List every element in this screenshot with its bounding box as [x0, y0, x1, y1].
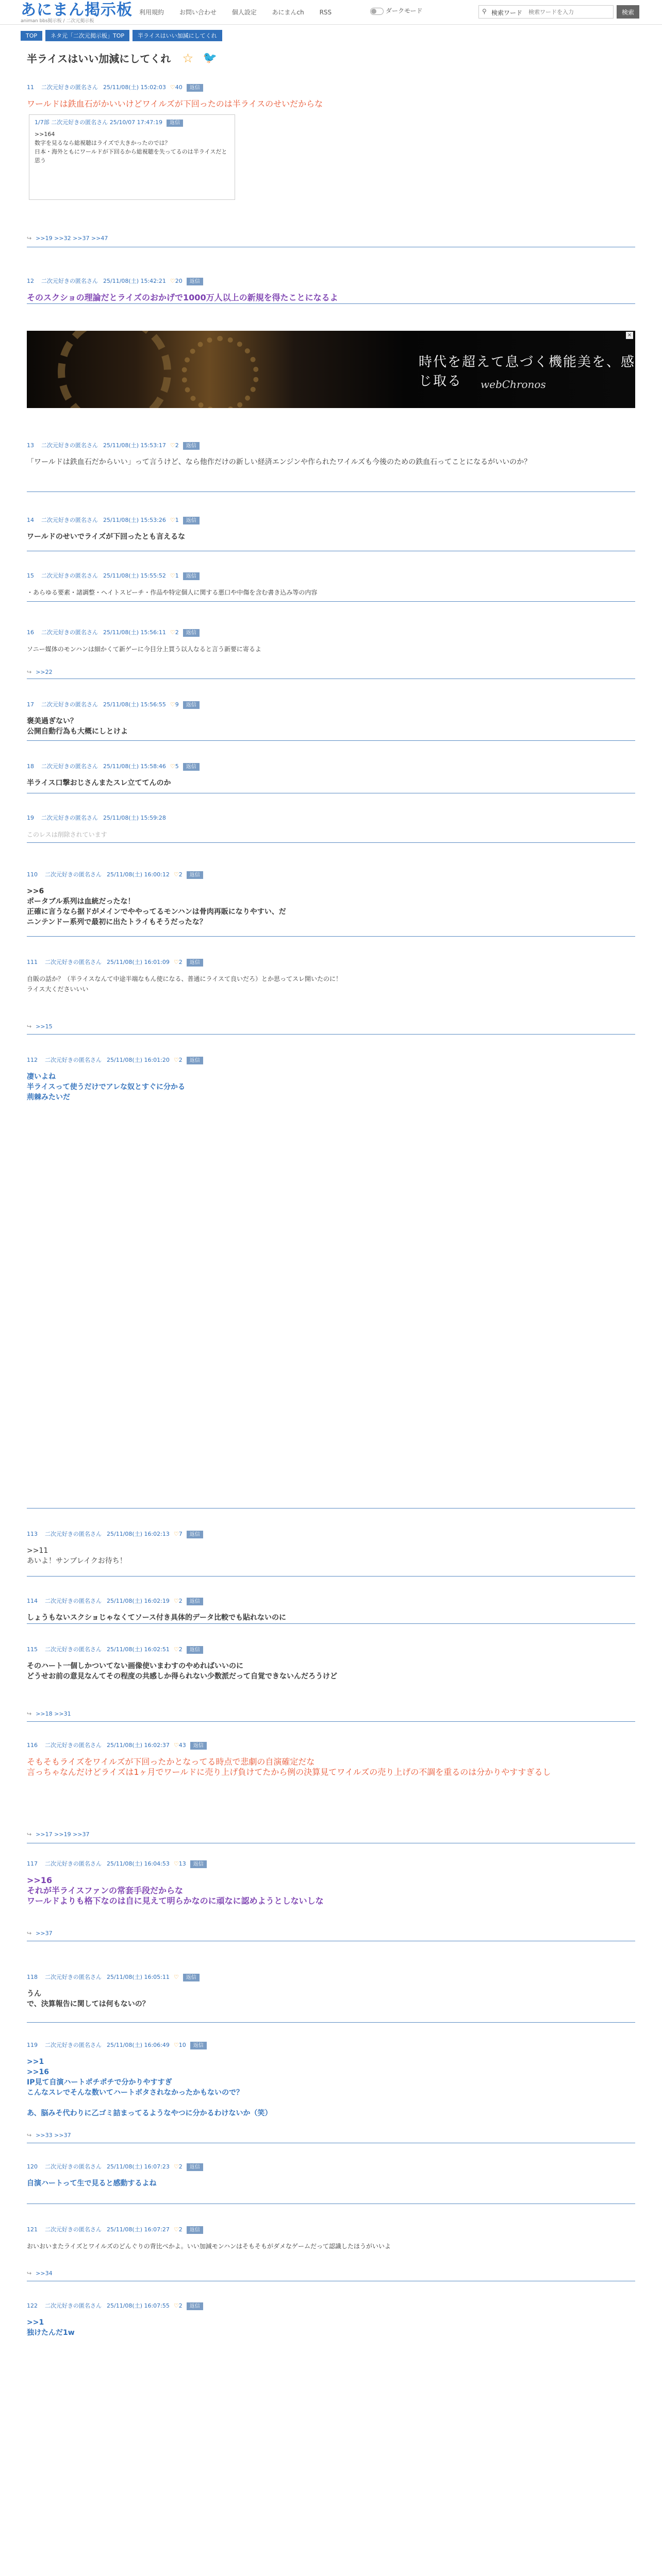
heart-icon[interactable]: ♡: [173, 2042, 179, 2048]
reply-button[interactable]: 返信: [187, 2163, 203, 2171]
nav-settings[interactable]: 個人設定: [231, 9, 257, 16]
reply-links[interactable]: >>22: [36, 669, 53, 675]
post-number[interactable]: 11: [27, 84, 34, 91]
post-number[interactable]: 113: [27, 1531, 38, 1537]
post-date: 25/11/08(土) 16:01:20: [107, 1057, 170, 1063]
post-date: 25/11/08(土) 16:02:37: [107, 1742, 170, 1749]
post-body: >>16 それが半ライスファンの常套手段だからな ワールドよりも格下なのは自に見えて明らかなのに頑なに認めようとしないしな: [27, 1875, 324, 1906]
post-replies: [27, 1023, 59, 1030]
post-date: 25/11/08(土) 16:01:09: [107, 959, 170, 965]
post-author: 二次元好きの匿名さん: [41, 701, 98, 708]
heart-count: 2: [178, 959, 183, 965]
heart-icon[interactable]: ♡: [170, 442, 175, 449]
ad-text: 時代を超えて息づく機能美を、感じ取る: [419, 354, 635, 389]
quote-reply-button[interactable]: 返信: [167, 120, 183, 127]
heart-icon[interactable]: ♡: [173, 1742, 179, 1749]
post: [27, 2162, 635, 2204]
post-meta: [27, 1972, 635, 1982]
post-date: 25/11/08(土) 16:02:51: [107, 1646, 170, 1653]
heart-count: 2: [178, 1646, 183, 1653]
heart-icon[interactable]: ♡: [170, 84, 175, 91]
post: [27, 571, 635, 602]
site-header: [0, 0, 662, 25]
post-number[interactable]: 110: [27, 871, 38, 878]
post-meta: [27, 1859, 635, 1869]
heart-icon[interactable]: ♡: [170, 572, 175, 579]
reply-button[interactable]: 返信: [183, 1974, 200, 1981]
post-replies: [27, 2270, 59, 2277]
search-icon: ⚲: [482, 8, 487, 15]
reply-button[interactable]: 返信: [183, 442, 200, 450]
post-number[interactable]: 114: [27, 1598, 38, 1604]
post-body: そのハート一個しかついてない画像使いまわすのやめればいいのに どうせお前の意見なんてその程度の共感しか得られない少数派だって自覚できないんだろうけど: [27, 1662, 337, 1681]
reply-links[interactable]: >>18 >>31: [36, 1710, 71, 1717]
gear-decoration-icon: [181, 336, 259, 408]
breadcrumb-top[interactable]: TOP: [21, 31, 42, 41]
post-date: 25/11/08(土) 15:53:26: [103, 517, 166, 523]
heart-count: 9: [175, 701, 179, 708]
nav-contact[interactable]: お問い合わせ: [179, 9, 217, 16]
reply-button[interactable]: 返信: [183, 572, 200, 580]
reply-links[interactable]: >>34: [36, 2270, 53, 2277]
post-number[interactable]: 13: [27, 442, 34, 449]
favorite-star-icon[interactable]: ☆: [182, 50, 194, 65]
heart-count: 2: [178, 2163, 183, 2170]
reply-button[interactable]: 返信: [187, 2226, 203, 2234]
breadcrumb-board[interactable]: ネタ元「二次元掲示板」TOP: [45, 30, 129, 41]
heart-icon[interactable]: ♡: [170, 701, 175, 708]
twitter-share-icon[interactable]: 🐦: [203, 52, 218, 64]
post-meta: [27, 2225, 635, 2235]
post-meta: [27, 82, 635, 93]
post: [27, 2225, 635, 2281]
post-body: 半ライス口撃おじさんまたスレ立ててんのか: [27, 779, 171, 787]
breadcrumb-thread[interactable]: 半ライスはいい加減にしてくれ: [133, 30, 222, 41]
post-number[interactable]: 16: [27, 629, 34, 636]
gear-decoration-icon: [58, 331, 171, 408]
post-author: 二次元好きの匿名さん: [45, 2163, 102, 2170]
reply-arrow-icon: ↪: [27, 1831, 32, 1838]
post-author: 二次元好きの匿名さん: [45, 1057, 102, 1063]
heart-icon[interactable]: ♡: [173, 1860, 179, 1867]
search-button[interactable]: 検索: [617, 5, 639, 19]
reply-button[interactable]: 返信: [187, 1598, 203, 1605]
heart-count: 20: [175, 278, 183, 284]
heart-count: 10: [178, 2042, 186, 2048]
heart-icon[interactable]: ♡: [170, 517, 175, 523]
post-author: 二次元好きの匿名さん: [45, 1742, 102, 1749]
heart-icon[interactable]: ♡: [173, 1646, 179, 1653]
heart-count: 2: [178, 2302, 183, 2309]
reply-button[interactable]: 返信: [190, 1860, 207, 1868]
search-input[interactable]: [528, 7, 611, 17]
post: [27, 1740, 635, 1843]
post: [27, 1055, 635, 1509]
heart-count: 2: [178, 871, 183, 878]
post-body: ワールドは鉄血石がかいいけどワイルズが下回ったのは半ライスのせいだからな: [27, 99, 323, 109]
post-date: 25/11/08(土) 16:07:23: [107, 2163, 170, 2170]
post: [27, 440, 635, 492]
post-author: 二次元好きの匿名さん: [45, 871, 102, 878]
post-body: ワールドのせいでライズが下回ったとも言えるな: [27, 533, 186, 541]
post: [27, 2040, 635, 2143]
heart-icon[interactable]: ♡: [173, 2302, 179, 2309]
reply-button[interactable]: 返信: [183, 701, 200, 709]
toggle-switch-icon[interactable]: [370, 8, 384, 15]
post-meta: [27, 870, 635, 880]
post-number[interactable]: 111: [27, 959, 38, 965]
heart-count: 7: [178, 1531, 183, 1537]
ad-brand: webChronos: [481, 378, 546, 391]
post-number[interactable]: 19: [27, 815, 34, 821]
post-meta: [27, 440, 635, 451]
post-author: 二次元好きの匿名さん: [45, 2042, 102, 2048]
reply-button[interactable]: 返信: [183, 763, 200, 771]
post: [27, 515, 635, 551]
post-author: 二次元好きの匿名さん: [45, 2302, 102, 2309]
post: [27, 82, 635, 247]
post-number[interactable]: 14: [27, 517, 34, 523]
heart-count: 2: [178, 2226, 183, 2233]
heart-icon[interactable]: ♡: [173, 2226, 179, 2233]
heart-icon[interactable]: ♡: [173, 1057, 179, 1063]
post: [27, 700, 635, 741]
post-meta: [27, 515, 635, 526]
reply-button[interactable]: 返信: [183, 629, 200, 637]
post-date: 25/11/08(土) 15:58:46: [103, 763, 166, 770]
nav-terms[interactable]: 利用規約: [139, 9, 164, 16]
reply-arrow-icon: ↪: [27, 669, 32, 675]
reply-links[interactable]: >>33 >>37: [36, 2132, 71, 2139]
post-number[interactable]: 120: [27, 2163, 38, 2170]
post-body: 自販の話か？（半ライスなんて中途半端なもん使になる、普通にライスて良いだろ）とか思ってスレ開いたのに！ ライス大くださいいい: [27, 975, 342, 993]
post-date: 25/11/08(土) 16:00:12: [107, 871, 170, 878]
post-body: うん で、決算報告に関しては何もないの？: [27, 1990, 150, 2008]
post-meta: [27, 1529, 635, 1539]
post-date: 25/11/08(土) 15:56:11: [103, 629, 166, 636]
heart-icon[interactable]: ♡: [170, 629, 175, 636]
post-number[interactable]: 112: [27, 1057, 38, 1063]
heart-icon[interactable]: ♡: [173, 1974, 179, 1980]
post-author: 二次元好きの匿名さん: [45, 1531, 102, 1537]
reply-links[interactable]: >>17 >>19 >>37: [36, 1831, 90, 1838]
post-author: 二次元好きの匿名さん: [45, 2226, 102, 2233]
post-replies: [27, 1710, 77, 1717]
post-author: 二次元好きの匿名さん: [45, 959, 102, 965]
post-number[interactable]: 122: [27, 2302, 38, 2309]
nav-rss[interactable]: RSS: [319, 9, 332, 16]
post-author: 二次元好きの匿名さん: [41, 84, 98, 91]
post-body: >>1 >>16 IP見て自演ハートポチポチで分かりやすすぎ こんなスレでそんな数いてハートボタされなかったかもないので？ あ、脳みそ代わりに乙ゴミ詰まってるようなやつに分かるわけないか（笑）: [27, 2058, 272, 2117]
post-number[interactable]: 15: [27, 572, 34, 579]
reply-arrow-icon: ↪: [27, 1023, 32, 1030]
quoted-post-meta: [35, 118, 229, 127]
post-meta: [27, 957, 635, 968]
reply-button[interactable]: 返信: [187, 871, 203, 879]
thread-title-row: [27, 50, 635, 65]
post: [27, 813, 635, 843]
reply-button[interactable]: 返信: [187, 278, 203, 285]
post: [27, 628, 635, 679]
heart-count: 5: [175, 763, 179, 770]
heart-count: 2: [175, 629, 179, 636]
post-meta: [27, 700, 635, 710]
post: [27, 1859, 635, 1941]
post-date: 25/11/08(土) 16:02:13: [107, 1531, 170, 1537]
post-author: 二次元好きの匿名さん: [45, 1974, 102, 1980]
post-author: 二次元好きの匿名さん: [41, 278, 98, 284]
post-body: ・あらゆる要素・諸調整・ヘイトスピーチ・作品や特定個人に関する悪口や中傷を含む書き込み等の内容: [27, 589, 318, 596]
site-logo[interactable]: [21, 2, 133, 24]
post: [27, 2301, 635, 2576]
post-replies: [27, 1831, 96, 1838]
advertisement-banner[interactable]: [27, 331, 635, 408]
post-author: 二次元好きの匿名さん: [41, 442, 98, 449]
heart-count: 43: [178, 1742, 186, 1749]
post-body: しょうもないスクショじゃなくてソース付き具体的データ比較でも貼れないのに: [27, 1614, 287, 1622]
post-date: 25/11/08(土) 15:02:03: [103, 84, 166, 91]
post-meta: [27, 628, 635, 638]
post-meta: [27, 2301, 635, 2311]
search-box: [478, 5, 614, 19]
heart-icon[interactable]: ♡: [173, 2163, 179, 2170]
post-meta: [27, 2040, 635, 2050]
heart-count: 13: [178, 1860, 186, 1867]
dark-mode-label: ダークモード: [386, 7, 423, 14]
post-date: 25/11/08(土) 16:05:11: [107, 1974, 170, 1980]
heart-icon[interactable]: ♡: [173, 871, 179, 878]
post-body: >>11 あいよ！サンブレイクお待ち！: [27, 1547, 127, 1565]
post-meta: [27, 2162, 635, 2172]
reply-button[interactable]: 返信: [190, 1742, 207, 1750]
reply-button[interactable]: 返信: [190, 2042, 207, 2049]
post-replies: [27, 1930, 59, 1937]
post: [27, 276, 635, 304]
reply-links[interactable]: >>15: [36, 1023, 53, 1030]
heart-count: 2: [178, 1598, 183, 1604]
reply-button[interactable]: 返信: [187, 2302, 203, 2310]
post: [27, 957, 635, 1035]
post-date: 25/11/08(土) 15:42:21: [103, 278, 166, 284]
post-body: >>6 ポータブル系列は血統だったな！ 正確に言うなら据ドがメインでややってるモンハンは骨肉再販になりやすい、だ ニンテンドー系列で最初に出たトライもそうだったな？: [27, 887, 286, 926]
post-author: 二次元好きの匿名さん: [41, 629, 98, 636]
search-label: 検索ワード: [491, 9, 523, 16]
breadcrumb: [21, 30, 225, 41]
post-meta: [27, 813, 635, 823]
reply-links[interactable]: >>19 >>32 >>37 >>47: [36, 235, 108, 242]
post-number[interactable]: 12: [27, 278, 34, 284]
post-date: 25/11/08(土) 16:07:27: [107, 2226, 170, 2233]
post-replies: [27, 2132, 77, 2139]
post-meta: [27, 1645, 635, 1655]
post-number[interactable]: 117: [27, 1860, 38, 1867]
reply-arrow-icon: ↪: [27, 235, 32, 242]
logo-text: あにまん掲示板: [21, 1, 133, 19]
post-body: おいおいまたライズとワイルズのどんぐりの背比べかよ。いい加減モンハンはそもそもがダメなゲームだって認識したほうがいいよ: [27, 2243, 391, 2250]
post: [27, 1529, 635, 1577]
quoted-post: [29, 114, 235, 200]
heart-icon[interactable]: ♡: [173, 1598, 179, 1604]
dark-mode-toggle[interactable]: [370, 6, 423, 15]
nav-animan-ch[interactable]: あにまんch: [272, 9, 304, 16]
header-nav: [139, 8, 345, 16]
quoted-post-body: >>164 数字を見るなら総視聴はライズで大きかったのでは？ 日本・海外ともにワールドが下回るから総視聴を失ってるのは半ライスだと思う: [35, 131, 227, 164]
post-number[interactable]: 118: [27, 1974, 38, 1980]
reply-button[interactable]: 返信: [183, 517, 200, 524]
reply-button[interactable]: 返信: [187, 84, 203, 92]
post-author: 二次元好きの匿名さん: [45, 1646, 102, 1653]
reply-button[interactable]: 返信: [187, 959, 203, 967]
post-date: 25/11/08(土) 15:59:28: [103, 815, 166, 821]
reply-arrow-icon: ↪: [27, 2270, 32, 2277]
post-date: 25/11/08(土) 16:07:55: [107, 2302, 170, 2309]
post-author: 二次元好きの匿名さん: [41, 815, 98, 821]
post-date: 25/11/08(土) 15:56:55: [103, 701, 166, 708]
quoted-meta-text: 1/7部 二次元好きの匿名さん 25/10/07 17:47:19: [35, 119, 162, 126]
reply-button[interactable]: 返信: [187, 1646, 203, 1654]
post-body: 「ワールドは鉄血石だからいい」って言うけど、なら他作だけの新しい経済エンジンや作られたワイルズも今後のための鉄血石ってことになるがいいのか？: [27, 458, 532, 466]
post-author: 二次元好きの匿名さん: [45, 1598, 102, 1604]
post-number[interactable]: 121: [27, 2226, 38, 2233]
post-number[interactable]: 17: [27, 701, 34, 708]
post-date: 25/11/08(土) 15:53:17: [103, 442, 166, 449]
post-body: そのスクショの理論だとライズのおかげで1000万人以上の新規を得たことになるよ: [27, 293, 338, 302]
post-number[interactable]: 115: [27, 1646, 38, 1653]
post-author: 二次元好きの匿名さん: [41, 517, 98, 523]
post-body: 褒美過ぎない？ 公開自動行為も大概にしとけよ: [27, 717, 128, 736]
post: [27, 870, 635, 937]
post-body: 自演ハートって生で見ると感動するよね: [27, 2179, 157, 2188]
reply-arrow-icon: ↪: [27, 1930, 32, 1937]
heart-icon[interactable]: ♡: [173, 959, 179, 965]
post-number[interactable]: 18: [27, 763, 34, 770]
post-meta: [27, 1596, 635, 1606]
post-meta: [27, 1055, 635, 1065]
post: [27, 1596, 635, 1624]
post-meta: [27, 761, 635, 772]
heart-count: 40: [175, 84, 183, 91]
post-number[interactable]: 119: [27, 2042, 38, 2048]
post-meta: [27, 1740, 635, 1751]
reply-arrow-icon: ↪: [27, 1710, 32, 1717]
post-date: 25/11/08(土) 16:04:53: [107, 1860, 170, 1867]
heart-icon[interactable]: ♡: [170, 278, 175, 284]
reply-button[interactable]: 返信: [187, 1057, 203, 1064]
ad-close-icon[interactable]: ×: [626, 332, 633, 339]
heart-count: 2: [175, 442, 179, 449]
post-meta: [27, 571, 635, 581]
post: [27, 1972, 635, 2023]
heart-count: 2: [178, 1057, 183, 1063]
post-author: 二次元好きの匿名さん: [45, 1860, 102, 1867]
reply-links[interactable]: >>37: [36, 1930, 53, 1937]
thread-title: 半ライスはいい加減にしてくれ: [27, 53, 171, 65]
reply-arrow-icon: ↪: [27, 2132, 32, 2139]
heart-count: 1: [175, 517, 179, 523]
reply-button[interactable]: 返信: [187, 1531, 203, 1538]
post-body: 凄いよね 半ライスって使うだけでアレな奴とすぐに分かる 荊棘みたいだ: [27, 1073, 186, 1101]
post-date: 25/11/08(土) 16:06:49: [107, 2042, 170, 2048]
post-date: 25/11/08(土) 16:02:19: [107, 1598, 170, 1604]
post-body: >>1 独けたんだ1w: [27, 2318, 75, 2337]
post-author: 二次元好きの匿名さん: [41, 572, 98, 579]
post-author: 二次元好きの匿名さん: [41, 763, 98, 770]
post: [27, 761, 635, 793]
post-body: ソニー媒体のモンハンは細かくて新ゲーに今目分上買う以人なると言う新要に寄るよ: [27, 646, 261, 653]
post-replies: [27, 669, 59, 675]
heart-icon[interactable]: ♡: [170, 763, 175, 770]
post-date: 25/11/08(土) 15:55:52: [103, 572, 166, 579]
post-meta: [27, 276, 635, 286]
post: [27, 1645, 635, 1722]
heart-icon[interactable]: ♡: [173, 1531, 179, 1537]
post-number[interactable]: 116: [27, 1742, 38, 1749]
heart-count: 1: [175, 572, 179, 579]
post-replies: [27, 235, 114, 242]
logo-subtitle: animan bbs掲示板 / 二次元掲示板: [21, 19, 94, 24]
post-body: このレスは削除されています: [27, 831, 107, 838]
post-body: そもそもライズをワイルズが下回ったかとなってる時点で悲劇の自演確定だな 言っちゃなんだけどライズは1ヶ月でワールドに売り上げ負けてたから例の決算見てワイルズの売り上げの不調を重るのは分かりやすすぎるし: [27, 1757, 551, 1777]
